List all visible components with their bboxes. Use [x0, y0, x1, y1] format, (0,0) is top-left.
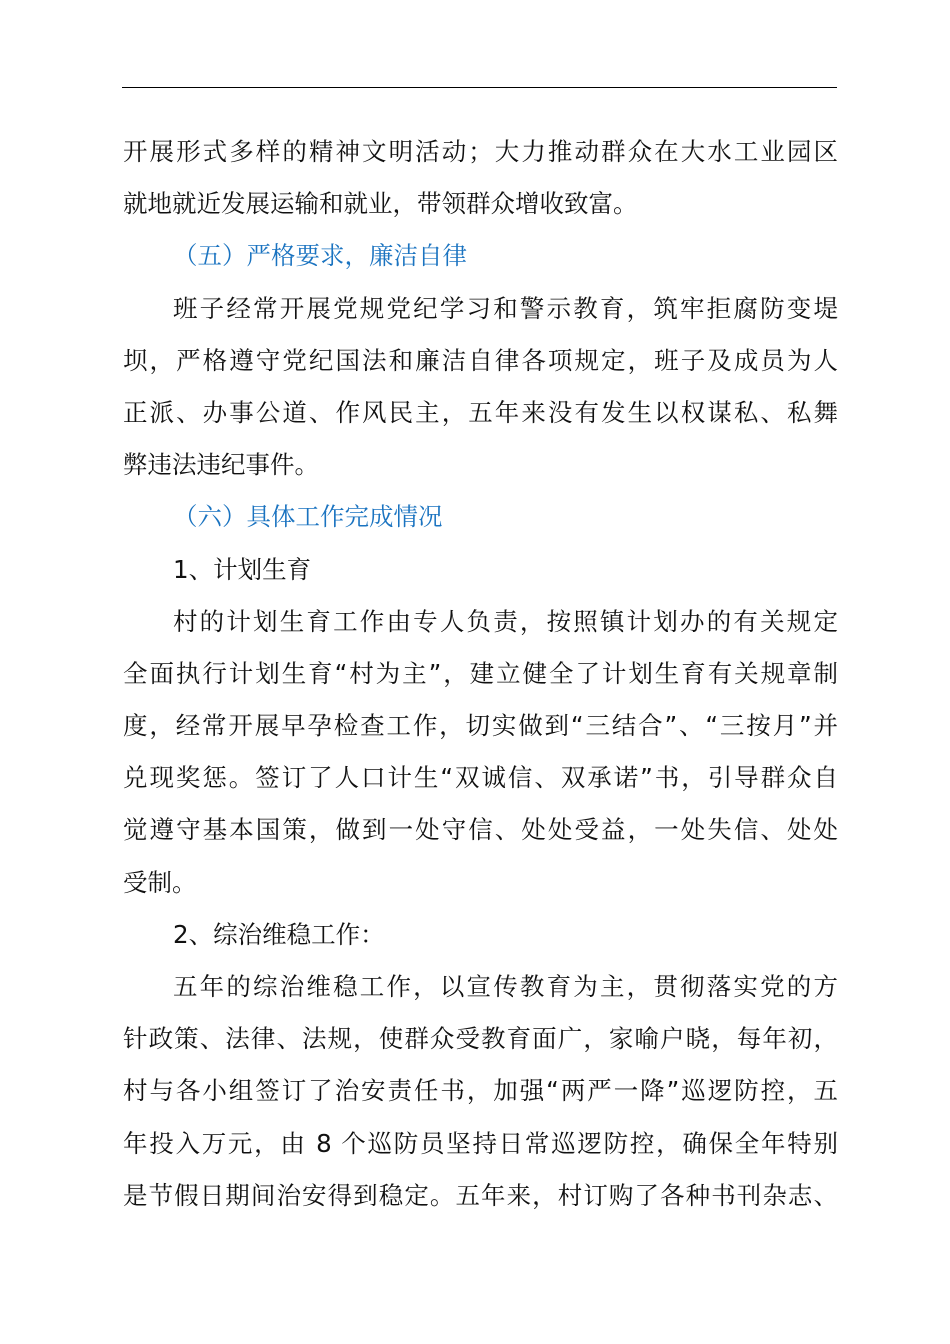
paragraph-line: 兑现奖惩。签订了人口计生“双诚信、双承诺”书，引导群众自: [123, 763, 838, 793]
section-heading-6: （六）具体工作完成情况: [173, 502, 443, 532]
paragraph-line: 觉遵守基本国策，做到一处守信、处处受益，一处失信、处处: [123, 815, 838, 845]
subsection-heading-family-planning: 1、计划生育: [173, 554, 312, 584]
paragraph-line: 班子经常开展党规党纪学习和警示教育，筑牢拒腐防变堤: [173, 293, 838, 323]
paragraph-line: 受制。: [123, 867, 197, 897]
paragraph-line: 开展形式多样的精神文明活动；大力推动群众在大水工业园区: [123, 137, 838, 166]
section-heading-5: （五）严格要求，廉洁自律: [173, 241, 467, 271]
paragraph-line: 村的计划生育工作由专人负责，按照镇计划办的有关规定: [173, 606, 838, 636]
paragraph-line: 五年的综治维稳工作，以宣传教育为主，贯彻落实党的方: [173, 972, 838, 1001]
header-rule: [122, 87, 837, 88]
paragraph-line: 全面执行计划生育“村为主”，建立健全了计划生育有关规章制: [123, 658, 838, 688]
paragraph-line: 是节假日期间治安得到稳定。五年来，村订购了各种书刊杂志、: [123, 1180, 838, 1210]
paragraph-line: 就地就近发展运输和就业，带领群众增收致富。: [123, 189, 638, 219]
paragraph-line: 弊违法违纪事件。: [123, 450, 319, 480]
paragraph-line: 年投入万元，由 8 个巡防员坚持日常巡逻防控，确保全年特别: [123, 1128, 838, 1158]
paragraph-line: 村与各小组签订了治安责任书，加强“两严一降”巡逻防控，五: [123, 1076, 838, 1106]
document-body: [123, 126, 838, 1222]
paragraph-line: 坝，严格遵守党纪国法和廉洁自律各项规定，班子及成员为人: [123, 345, 838, 375]
paragraph-line: 针政策、法律、法规，使群众受教育面广，家喻户晓，每年初，: [123, 1024, 838, 1054]
paragraph-line: 正派、办事公道、作风民主，五年来没有发生以权谋私、私舞: [123, 397, 838, 427]
subsection-heading-stability: 2、综治维稳工作：: [173, 919, 385, 949]
paragraph-line: 度，经常开展早孕检查工作，切实做到“三结合”、“三按月”并: [123, 711, 838, 741]
